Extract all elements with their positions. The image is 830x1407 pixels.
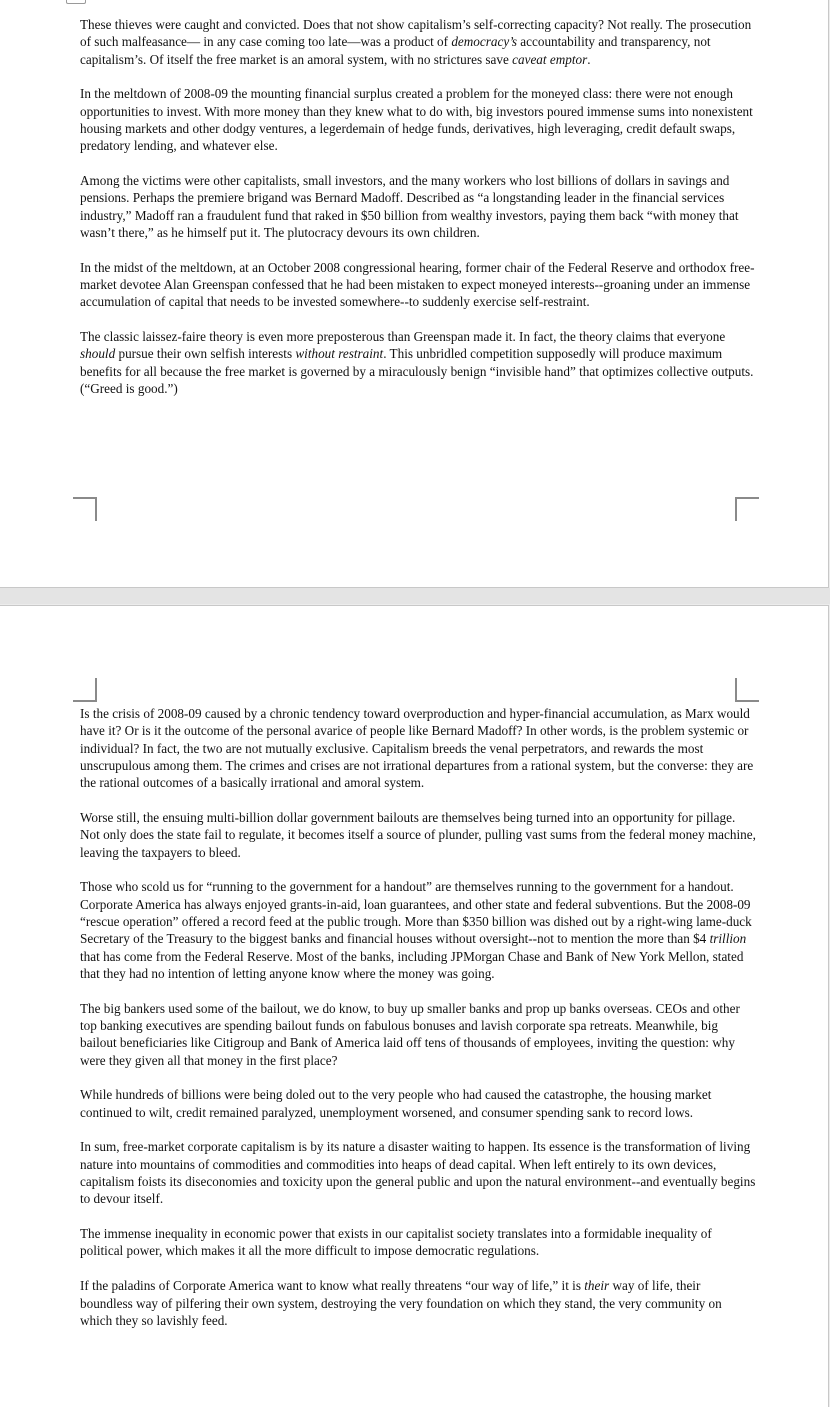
- paragraph: These thieves were caught and convicted. Does that not show capitalism’s self-correcting capacity? Not really. The prosecution of such malfeasance— in any case coming too late—was a product of democracy’s accountability and transparency, not capitalism’s. Of itself the free market is an amoral system, with no strictures save caveat emptor.: [80, 17, 752, 67]
- crop-mark-bottom-right: [735, 497, 759, 521]
- paragraph: The big bankers used some of the bailout, we do know, to buy up smaller banks and prop up banks overseas. CEOs and other top banking executives are spending bailout funds on fabulous bonuses and lavish corporate spa retreats. Meanwhile, big bailout beneficiaries like Citigroup and Bank of America laid off tens of thousands of employees, inviting the question: why were they given all that money in the first place?: [80, 1000, 740, 1068]
- page-2-body[interactable]: [80, 705, 756, 1347]
- crop-mark-bottom-left: [73, 497, 97, 521]
- paragraph: If the paladins of Corporate America want to know what really threatens “our way of life,” it is their way of life, their boundless way of pilfering their own system, destroying the very foundation on which they stand, the very community on which they so lavishly feed.: [80, 1278, 722, 1328]
- document-page-2: [0, 605, 829, 1407]
- paragraph: Those who scold us for “running to the government for a handout” are themselves running to the government for a handout. Corporate America has always enjoyed grants-in-aid, loan guarantees, and other state and federal subventions. But the 2008-09 “rescue operation” offered a record feed at the public trough. More than $350 billion was dished out by a right-wing lame-duck Secretary of the Treasury to the biggest banks and financial houses without oversight--not to mention the more than $4 trillion that has come from the Federal Reserve. Most of the banks, including JPMorgan Chase and Bank of New York Mellon, stated that they had no intention of letting anyone know where the money was going.: [80, 879, 752, 981]
- crop-mark-top-left: [73, 678, 97, 702]
- paragraph: While hundreds of billions were being doled out to the very people who had caused the catastrophe, the housing market continued to wilt, credit remained paralyzed, unemployment worsened, and consumer spending sank to record lows.: [80, 1087, 712, 1120]
- page-margin-marker: [66, 0, 86, 4]
- paragraph: In sum, free-market corporate capitalism is by its nature a disaster waiting to happen. Its essence is the transformation of living nature into mountains of commodities and commodities into heaps of dead capital. When left entirely to its own devices, capitalism foists its diseconomies and toxicity upon the general public and upon the natural environment--and eventually begins to devour itself.: [80, 1139, 756, 1207]
- paragraph: The immense inequality in economic power that exists in our capitalist society translates into a formidable inequality of political power, which makes it all the more difficult to impose democratic regulations.: [80, 1226, 712, 1259]
- page-gap: [0, 588, 830, 604]
- crop-mark-top-right: [735, 678, 759, 702]
- page-1-body[interactable]: [80, 16, 756, 415]
- paragraph: In the midst of the meltdown, at an October 2008 congressional hearing, former chair of the Federal Reserve and orthodox free-market devotee Alan Greenspan confessed that he had been mistaken to expect moneyed interests--groaning under an immense accumulation of capital that needs to be invested somewhere--to suddenly exercise self-restraint.: [80, 259, 755, 310]
- paragraph: Among the victims were other capitalists, small investors, and the many workers who lost billions of dollars in savings and pensions. Perhaps the premiere brigand was Bernard Madoff. Described as “a longstanding leader in the financial services industry,” Madoff ran a fraudulent fund that raked in $50 billion from wealthy investors, paying them back “with money that wasn’t there,” as he himself put it. The plutocracy devours its own children.: [80, 173, 739, 240]
- paragraph: The classic laissez-faire theory is even more preposterous than Greenspan made it. In fact, the theory claims that everyone should pursue their own selfish interests without restraint. This unbridled competition supposedly will produce maximum benefits for all because the free market is governed by a miraculously benign “invisible hand” that optimizes collective outputs. (“Greed is good.”): [80, 329, 754, 397]
- paragraph: Worse still, the ensuing multi-billion dollar government bailouts are themselves being turned into an opportunity for pillage. Not only does the state fail to regulate, it becomes itself a source of plunder, pulling vast sums from the federal money machine, leaving the taxpayers to bleed.: [80, 809, 756, 860]
- document-page-1: [0, 0, 829, 588]
- paragraph: In the meltdown of 2008-09 the mounting financial surplus created a problem for the moneyed class: there were not enough opportunities to invest. With more money than they knew what to do with, big investors poured immense sums into nonexistent housing markets and other dodgy ventures, a legerdemain of hedge funds, derivatives, high leveraging, credit default swaps, predatory lending, and whatever else.: [80, 86, 753, 154]
- paragraph: Is the crisis of 2008-09 caused by a chronic tendency toward overproduction and hyper-financial accumulation, as Marx would have it? Or is it the outcome of the personal avarice of people like Bernard Madoff? In other words, is the problem systemic or individual? In fact, the two are not mutually exclusive. Capitalism breeds the venal perpetrators, and rewards the most unscrupulous among them. The crimes and crises are not irrational departures from a rational system, but the converse: they are the rational outcomes of a basically irrational and amoral system.: [80, 706, 754, 791]
